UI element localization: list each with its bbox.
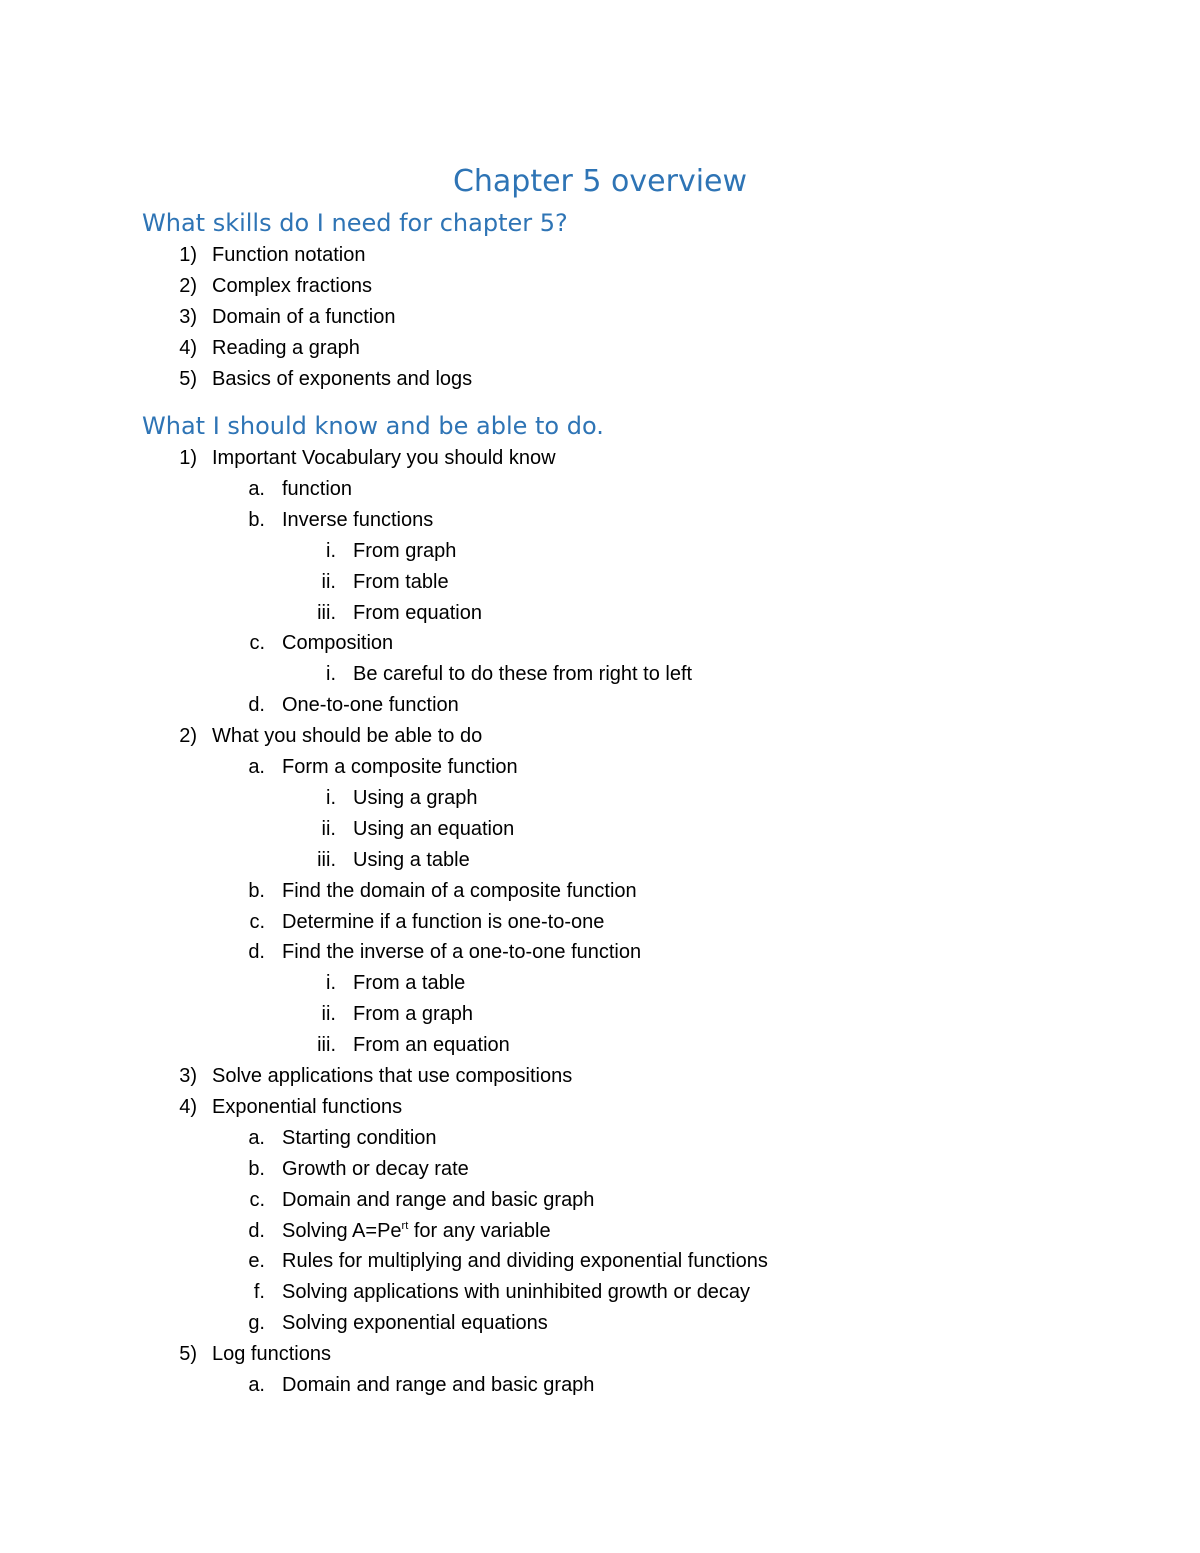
sub-list-item [0,1370,1200,1401]
list-item-label: Form a composite function [282,756,518,778]
sub-sub-list-item [0,968,1200,999]
list-marker: 5) [179,367,197,390]
list-item-label: Solving exponential equations [282,1312,548,1335]
list-item-text [212,1092,402,1123]
sub-list-item [0,937,1200,968]
sub-list-item [0,628,1200,659]
list-marker: ii. [321,817,336,840]
list-item-text [282,907,604,938]
list-marker: iii. [317,1034,336,1057]
sub-sub-list-item [0,999,1200,1030]
list-item-text [282,752,518,783]
list-item [0,1061,1200,1092]
list-marker: 1) [179,447,197,469]
list-item-label: Determine if a function is one-to-one [282,910,605,933]
list-item-label: Find the domain of a composite function [282,879,637,902]
list-item [0,271,1200,302]
list-item-label-continued: for any variable [408,1219,551,1242]
sub-list-item [0,1308,1200,1339]
list-marker: c. [249,632,265,655]
list-marker: a. [248,756,265,778]
sub-sub-list-item [0,598,1200,629]
list-item [0,364,1200,395]
list-item-label: Function notation [212,244,366,266]
list-item-label: Using a table [353,848,470,871]
list-item-label: Important Vocabulary you should know [212,447,556,469]
list-item-label: Domain and range and basic graph [282,1374,595,1396]
list-marker: ii. [321,1003,336,1026]
list-item-text [353,536,456,567]
list-item-label: Domain of a function [212,305,396,328]
list-marker: ii. [321,570,336,593]
list-item-text [282,937,641,968]
list-item-label: From equation [353,601,482,624]
list-item-text [353,999,473,1030]
list-item-label: Using a graph [353,786,478,809]
list-marker: b. [248,1157,265,1180]
list-item [0,443,1200,474]
list-marker: a. [248,1374,265,1396]
list-marker: i. [326,972,336,995]
list-marker: i. [326,663,336,686]
list-item-label: Complex fractions [212,274,373,297]
list-item-label: One-to-one function [282,694,459,717]
list-item-label: Starting condition [282,1126,437,1149]
sub-list-item [0,876,1200,907]
list-marker: d. [248,694,265,717]
list-item-text [212,443,556,474]
sub-list-item [0,1246,1200,1277]
list-item-text [282,1154,469,1185]
list-item [0,721,1200,752]
sub-list-item [0,1216,1200,1247]
list-item-text [282,1216,551,1247]
list-marker: 1) [179,244,197,266]
list-marker: i. [326,786,336,809]
list-item-text [353,659,692,690]
list-item [0,302,1200,333]
list-item-text [353,598,482,629]
sub-sub-list-item [0,536,1200,567]
list-item-text [212,364,472,395]
list-item-text [353,783,478,814]
list-marker: 4) [179,1095,197,1118]
sub-sub-list-item [0,814,1200,845]
list-item-label: Be careful to do these from right to left [353,663,693,686]
list-item-text [282,1370,594,1401]
list-item-text [353,567,449,598]
list-item [0,240,1200,271]
list-item-label: From table [353,570,449,593]
list-item-text [282,628,393,659]
list-item-text [212,333,360,364]
list-item-label: Composition [282,632,394,655]
list-item-label: Inverse functions [282,508,434,531]
sub-list-item [0,1123,1200,1154]
list-marker: i. [326,539,336,562]
list-marker: 4) [179,336,197,359]
list-marker: c. [249,910,265,933]
list-marker: a. [248,1126,265,1149]
list-marker: 3) [179,305,197,328]
list-marker: 5) [179,1343,197,1366]
list-item [0,1339,1200,1370]
list-item-label: Growth or decay rate [282,1157,469,1180]
list-marker: 2) [179,725,197,748]
list-item-text [212,1061,572,1092]
sub-list-item [0,1277,1200,1308]
list-item-label: From graph [353,539,457,562]
list-item-label: Domain and range and basic graph [282,1188,595,1211]
list-marker: iii. [317,601,336,624]
list-marker: d. [248,941,265,964]
list-marker: a. [248,477,265,500]
list-item-text [212,1339,331,1370]
list-marker: 3) [179,1065,197,1087]
list-item-label: Basics of exponents and logs [212,367,473,390]
list-item-label: From a graph [353,1003,474,1026]
list-item-text [353,968,465,999]
list-item-label: From a table [353,972,466,995]
list-item-text [282,876,637,907]
sub-list-item [0,752,1200,783]
list-item-text [212,302,395,333]
sub-list-item [0,1185,1200,1216]
sub-sub-list-item [0,567,1200,598]
list-marker: d. [248,1219,265,1242]
list-item [0,1092,1200,1123]
section-heading-skills: What skills do I need for chapter 5? [142,209,568,237]
list-item-label: Exponential functions [212,1095,403,1118]
list-item-text [353,1030,510,1061]
list-item-text [212,721,482,752]
exponent-superscript: rt [401,1219,409,1232]
document-title: Chapter 5 overview [452,164,748,199]
list-item-text [212,240,365,271]
list-marker: b. [248,879,265,902]
sub-list-item [0,907,1200,938]
list-item-text [282,474,352,505]
list-item-label: What you should be able to do [212,725,483,748]
sub-sub-list-item [0,1030,1200,1061]
sub-list-item [0,690,1200,721]
list-marker: b. [248,508,265,531]
sub-list-item [0,1154,1200,1185]
list-item-text [353,845,470,876]
list-marker: g. [248,1312,265,1335]
sub-sub-list-item [0,659,1200,690]
list-marker: 2) [179,274,197,297]
list-item-text [353,814,514,845]
list-item-label: Solving applications with uninhibited growth or decay [282,1281,751,1304]
section-heading-know: What I should know and be able to do. [142,412,604,440]
list-marker: c. [249,1188,265,1211]
list-item [0,333,1200,364]
list-item-label: Reading a graph [212,336,360,359]
list-item-text [282,690,459,721]
list-item-label: From an equation [353,1034,510,1057]
list-item-label: Using an equation [353,817,515,840]
list-item-label: Solving A=Pe [282,1219,402,1242]
list-item-label: Solve applications that use compositions [212,1065,573,1087]
list-item-text [282,1185,594,1216]
list-marker: f. [253,1281,265,1304]
list-item-text [282,505,433,536]
list-marker: iii. [317,848,336,871]
sub-list-item [0,474,1200,505]
list-item-text [282,1246,768,1277]
sub-list-item [0,505,1200,536]
sub-sub-list-item [0,845,1200,876]
list-item-text [282,1123,437,1154]
list-item-text [282,1277,750,1308]
list-item-label: Log functions [212,1343,331,1366]
list-item-label: function [282,477,353,500]
list-item-text [212,271,372,302]
list-item-text [282,1308,548,1339]
sub-sub-list-item [0,783,1200,814]
list-item-label: Find the inverse of a one-to-one function [282,941,642,964]
list-item-label: Rules for multiplying and dividing exponential functions [282,1250,768,1273]
list-marker: e. [248,1250,265,1273]
